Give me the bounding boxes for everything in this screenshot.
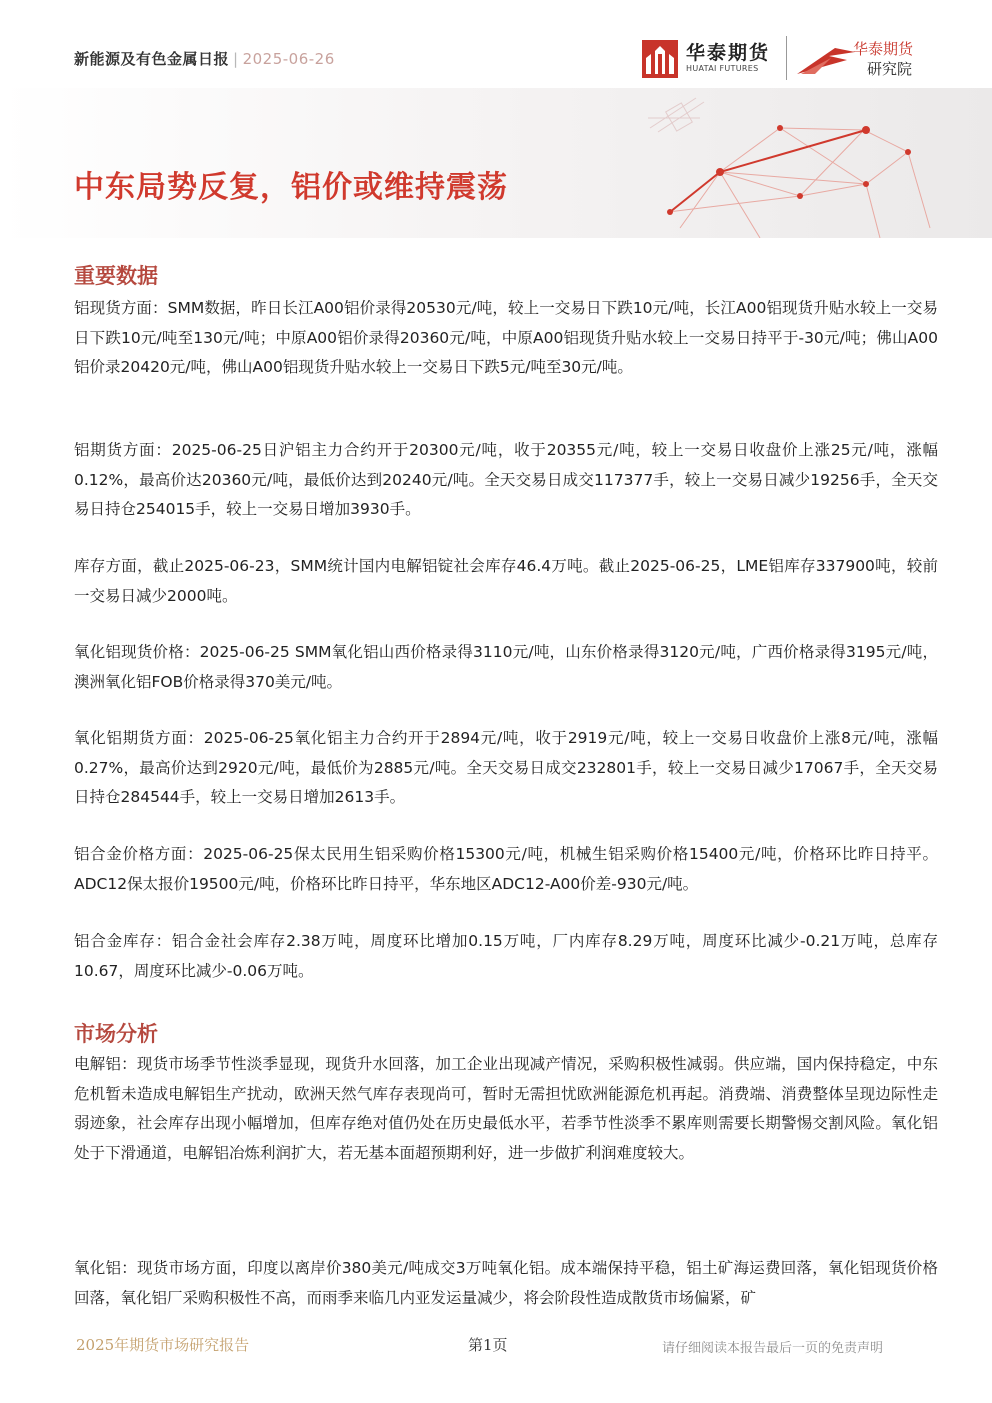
paragraph-alumina-futures: 氧化铝期货方面：2025-06-25氧化铝主力合约开于2894元/吨，收于2919元/吨，较上一交易日收盘价上涨8元/吨，涨幅0.27%，最高价达到2920元/吨，最低价为2885元/吨。全天交易日成交232801手，较上一交易日减少17067手，全天交易日持仓284544手，较上一交易日增加2613手。 (74, 729, 938, 806)
paragraph-alloy-inventory: 铝合金库存：铝合金社会库存2.38万吨，周度环比增加0.15万吨，厂内库存8.29万吨，周度环比减少-0.21万吨，总库存10.67，周度环比减少-0.06万吨。 (74, 932, 938, 980)
paragraph-aluminum-futures: 铝期货方面：2025-06-25日沪铝主力合约开于20300元/吨，收于20355元/吨，较上一交易日收盘价上涨25元/吨，涨幅0.12%，最高价达20360元/吨，最低价达到20240元/吨。全天交易日成交117377手，较上一交易日减少19256手，全天交易日持仓254015手，较上一交易日增加3930手。 (74, 441, 938, 518)
report-date: 2025-06-26 (242, 50, 335, 68)
report-header (74, 48, 335, 69)
paragraph-inventory: 库存方面，截止2025-06-23，SMM统计国内电解铝锭社会库存46.4万吨。截止2025-06-25，LME铝库存337900吨，较前一交易日减少2000吨。 (74, 557, 938, 605)
logo-english-name: HUATAI FUTURES (686, 64, 759, 73)
header-separator: | (233, 50, 239, 68)
disclaimer-note: 请仔细阅读本报告最后一页的免责声明 (662, 1341, 884, 1356)
huatai-logo-icon (642, 40, 678, 78)
institute-name-line1: 华泰期货 (853, 40, 914, 58)
footer-report-label: 2025年期货市场研究报告 (76, 1336, 250, 1354)
report-name: 新能源及有色金属日报 (74, 50, 230, 68)
institute-name-line2: 研究院 (867, 60, 913, 78)
logo-divider (786, 36, 787, 80)
institute-logo (795, 38, 925, 82)
report-title: 中东局势反复，铝价或维持震荡 (74, 170, 508, 205)
section-heading-market-analysis: 市场分析 (74, 1022, 158, 1046)
paragraph-alloy-price: 铝合金价格方面：2025-06-25保太民用生铝采购价格15300元/吨，机械生铝采购价格15400元/吨，价格环比昨日持平。ADC12保太报价19500元/吨，价格环比昨日持平，华东地区ADC12-A00价差-930元/吨。 (74, 845, 938, 893)
paragraph-aluminum-spot: 铝现货方面：SMM数据，昨日长江A00铝价录得20530元/吨，较上一交易日下跌10元/吨，长江A00铝现货升贴水较上一交易日下跌10元/吨至130元/吨；中原A00铝价录得20360元/吨，中原A00铝现货升贴水较上一交易日持平于-30元/吨；佛山A00铝价录20420元/吨，佛山A00铝现货升贴水较上一交易日下跌5元/吨至30元/吨。 (74, 299, 938, 376)
section-heading-key-data: 重要数据 (74, 264, 158, 288)
huatai-logo (642, 38, 792, 82)
page-number: 第1页 (468, 1336, 508, 1354)
paragraph-electrolytic-aluminum: 电解铝：现货市场季节性淡季显现，现货升水回落，加工企业出现减产情况，采购积极性减弱。供应端，国内保持稳定，中东危机暂未造成电解铝生产扰动，欧洲天然气库存表现尚可，暂时无需担忧欧洲能源危机再起。消费端、消费整体呈现边际性走弱迹象，社会库存出现小幅增加，但库存绝对值仍处在历史最低水平，若季节性淡季不累库则需要长期警惕交割风险。氧化铝处于下滑通道，电解铝冶炼利润扩大，若无基本面超预期利好，进一步做扩利润难度较大。 (74, 1055, 938, 1162)
paragraph-alumina-spot: 氧化铝现货价格：2025-06-25 SMM氧化铝山西价格录得3110元/吨，山东价格录得3120元/吨，广西价格录得3195元/吨，澳洲氧化铝FOB价格录得370美元/吨。 (74, 643, 938, 691)
paragraph-alumina-analysis: 氧化铝：现货市场方面，印度以离岸价380美元/吨成交3万吨氧化铝。成本端保持平稳，铝土矿海运费回落，氧化铝现货价格回落，氧化铝厂采购积极性不高，而雨季来临几内亚发运量减少，将会阶段性造成散货市场偏紧，矿 (74, 1259, 938, 1307)
logo-chinese-name: 华泰期货 (686, 42, 771, 64)
institute-logo-icon (795, 44, 857, 76)
